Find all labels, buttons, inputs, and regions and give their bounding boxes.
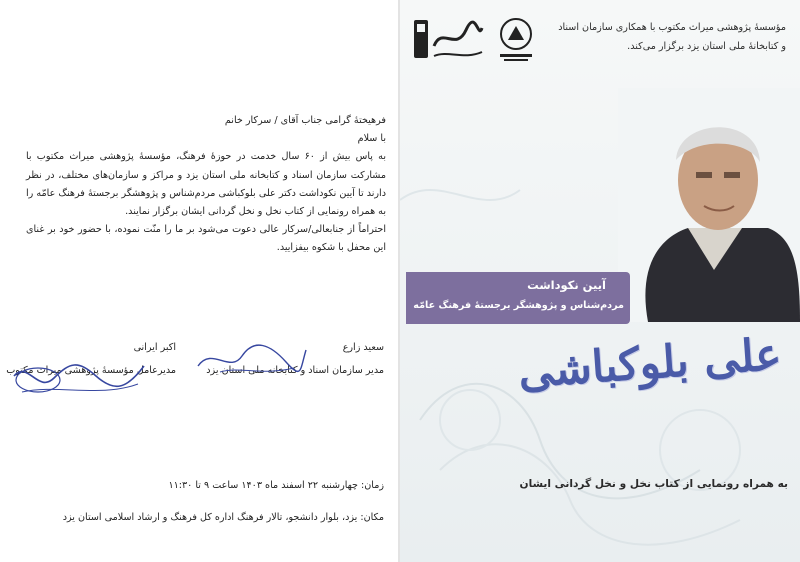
portrait-photo xyxy=(618,88,800,322)
signer-name-first: سعید زارع xyxy=(342,342,384,353)
letter-invite: احتراماً از جنابعالی/سرکار عالی دعوت می‌شود بر ما را منّت نموده، با حضور خود بر غنای این محفل با شکوه بیفزایید. xyxy=(26,224,386,254)
library-logo-icon xyxy=(494,16,538,64)
signer-name-second: اکبر ایرانی xyxy=(133,342,176,353)
letter-salutation: با سلام xyxy=(357,133,386,145)
event-time: زمان: چهارشنبه ۲۲ اسفند ماه ۱۴۰۳ ساعت ۹ تا ۱۱:۳۰ xyxy=(168,480,384,491)
letter-text xyxy=(26,112,386,258)
cover-intro: مؤسسهٔ پژوهشی میراث مکتوب با همکاری سازمان اسناد و کتابخانهٔ ملی استان یزد برگزار می‌کند. xyxy=(558,22,786,52)
honoree-role: مردم‌شناس و پژوهشگر برجستهٔ فرهنگ عامّه xyxy=(413,300,624,311)
ceremony-banner xyxy=(406,272,630,324)
mirath-maktoob-logo-icon xyxy=(412,16,484,66)
letter-body: به پاس بیش از ۶۰ سال خدمت در حوزهٔ فرهنگ، مؤسسهٔ پژوهشی میراث مکتوب با مشارکت سازمان اسناد و کتابخانه ملی استان یزد و مراکز و سازمان‌های مختلف، در نظر دارند تا آیین نکوداشت دکتر علی بلوکباشی مردم‌شناس و پژوهشگر برجستهٔ فرهنگ عامّه را به همراه رونمایی از کتاب نخل و نخل گردانی ایشان برگزار نمایند. xyxy=(26,151,386,218)
event-place: مکان: یزد، بلوار دانشجو، تالار فرهنگ اداره کل فرهنگ و ارشاد اسلامی استان یزد xyxy=(62,512,384,523)
signature-block-second xyxy=(6,342,176,376)
letter-panel xyxy=(0,0,398,562)
book-unveiling-line: به همراه رونمایی از کتاب نخل و نخل گردانی ایشان xyxy=(519,478,788,490)
signer-title-second: مدیرعامل مؤسسهٔ پژوهشی میراث مکتوب xyxy=(6,365,176,376)
cover-panel xyxy=(400,0,800,562)
ceremony-title: آیین نکوداشت xyxy=(527,278,606,292)
signer-title-first: مدیر سازمان اسناد و کتابخانه ملی استان یزد xyxy=(206,365,384,376)
letter-greeting: فرهیختهٔ گرامی جناب آقای / سرکار خانم xyxy=(224,115,386,126)
signature-block-first xyxy=(206,342,384,376)
honoree-name: علی بلوکباشی xyxy=(517,328,784,399)
